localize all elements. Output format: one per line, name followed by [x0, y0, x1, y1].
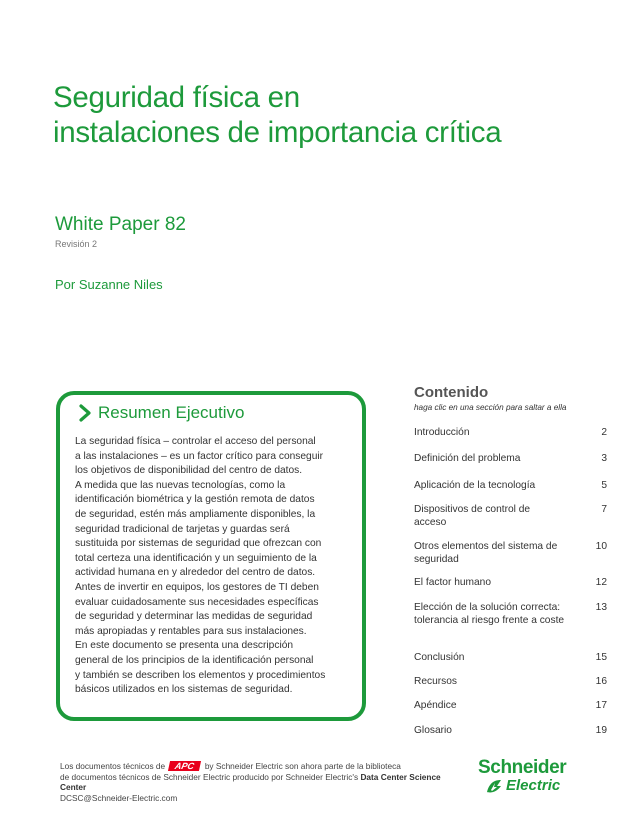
toc-item-label: Otros elementos del sistema de seguridad — [414, 541, 558, 565]
toc-item-conclusion[interactable] — [414, 651, 607, 664]
toc-item-label: El factor humano — [414, 577, 492, 588]
toc-item-label: Introducción — [414, 427, 470, 438]
toc-item-page: 5 — [601, 480, 607, 491]
toc-item-page: 16 — [595, 676, 607, 687]
document-title — [53, 80, 613, 150]
revision-label: Revisión 2 — [55, 239, 98, 249]
summary-line: general de los principios de la identificación personal — [75, 654, 314, 666]
chevron-right-icon — [78, 404, 92, 422]
summary-line: sustituida por sistemas de seguridad que ofrezcan con — [75, 538, 322, 550]
summary-line: Antes de invertir en equipos, los gestores de TI deben — [75, 581, 319, 593]
toc-item-definicion[interactable] — [414, 452, 607, 465]
toc-item-page: 3 — [601, 453, 607, 464]
toc-item-factor-humano[interactable] — [414, 576, 607, 589]
apc-logo: APC — [168, 761, 201, 771]
schneider-electric-logo — [478, 757, 598, 797]
toc-item-label: Dispositivos de control de acceso — [414, 504, 531, 528]
logo-name: Schneider — [478, 757, 567, 778]
white-paper-number: White Paper 82 — [55, 214, 186, 235]
toc-item-page: 15 — [595, 652, 607, 663]
summary-line: de seguridad, estén más ampliamente disponibles, la — [75, 508, 316, 520]
summary-line: En este documento se presenta una descripción — [75, 640, 294, 652]
summary-line: total certeza una identificación y un seguimiento de la — [75, 552, 317, 564]
toc-title: Contenido — [414, 384, 489, 401]
toc-item-page: 2 — [601, 427, 607, 438]
summary-line: más apropiadas y rentables para sus instalaciones. — [75, 625, 307, 637]
toc-item-page: 13 — [595, 602, 607, 613]
toc-item-page: 19 — [595, 725, 607, 736]
footer-note — [60, 761, 460, 803]
logo-sub: Electric — [506, 777, 561, 794]
toc-item-label: Glosario — [414, 725, 452, 736]
toc-item-introduccion[interactable] — [414, 426, 607, 439]
title-line-2: instalaciones de importancia crítica — [53, 116, 502, 149]
toc-item-glosario[interactable] — [414, 724, 607, 737]
toc-item-page: 12 — [595, 577, 607, 588]
executive-summary-text — [75, 435, 360, 698]
summary-line: básicos utilizados en los sistemas de seguridad. — [75, 684, 293, 696]
toc-item-apendice[interactable] — [414, 699, 607, 712]
toc-item-label: Elección de la solución correcta: tolerancia al riesgo frente a coste — [414, 602, 565, 626]
toc-item-page: 17 — [595, 700, 607, 711]
toc-item-label: Apéndice — [414, 700, 457, 711]
toc-item-aplicacion[interactable] — [414, 479, 607, 492]
summary-line: identificación biométrica y la gestión remota de datos — [75, 494, 315, 506]
summary-line: A medida que las nuevas tecnologías, como la — [75, 479, 286, 491]
toc-item-label: Definición del problema — [414, 453, 521, 464]
toc-item-label: Conclusión — [414, 652, 465, 663]
summary-line: de seguridad y determinar las medidas de seguridad — [75, 611, 313, 623]
footer-bold: Data Center Science Center — [60, 771, 441, 792]
summary-line: La seguridad física – controlar el acceso del personal — [75, 436, 316, 447]
toc-item-label: Aplicación de la tecnología — [414, 480, 536, 491]
summary-line: y también se describen los elementos y procedimientos — [75, 669, 326, 681]
toc-item-page: 7 — [601, 504, 607, 515]
executive-summary-box — [56, 391, 366, 721]
title-line-1: Seguridad física en — [53, 81, 300, 114]
summary-line: los objetivos de disponibilidad del centro de datos. — [75, 465, 303, 477]
author-line: Por Suzanne Niles — [55, 277, 163, 292]
executive-summary-header — [78, 403, 244, 423]
toc-item-label: Recursos — [414, 676, 458, 687]
toc-item-recursos[interactable] — [414, 675, 607, 688]
toc-item-eleccion[interactable] — [414, 601, 607, 627]
toc-item-dispositivos[interactable] — [414, 503, 607, 529]
footer-email[interactable]: DCSC@Schneider-Electric.com — [60, 792, 178, 803]
footer-text: de documentos técnicos de Schneider Electric producido por Schneider Electric's — [60, 771, 359, 782]
toc-item-otros-elementos[interactable] — [414, 540, 607, 566]
toc-item-page: 10 — [595, 541, 607, 552]
electric-bolt-icon — [484, 778, 504, 794]
table-of-contents — [414, 384, 609, 736]
summary-line: actividad humana en y alrededor del centro de datos. — [75, 567, 316, 579]
executive-summary-title: Resumen Ejecutivo — [98, 403, 245, 422]
footer-line-1 — [60, 761, 460, 772]
summary-line: evaluar cuidadosamente sus necesidades específicas — [75, 596, 319, 608]
footer-text: Los documentos técnicos de — [60, 761, 166, 771]
summary-line: a las instalaciones – es un factor crítico para conseguir — [75, 450, 324, 462]
toc-subtitle: haga clic en una sección para saltar a ella — [414, 403, 567, 412]
footer-text: by Schneider Electric son ahora parte de la biblioteca — [204, 761, 401, 771]
summary-line: seguridad tradicional de tarjetas y guardas será — [75, 523, 290, 535]
footer-line-2 — [60, 772, 460, 793]
